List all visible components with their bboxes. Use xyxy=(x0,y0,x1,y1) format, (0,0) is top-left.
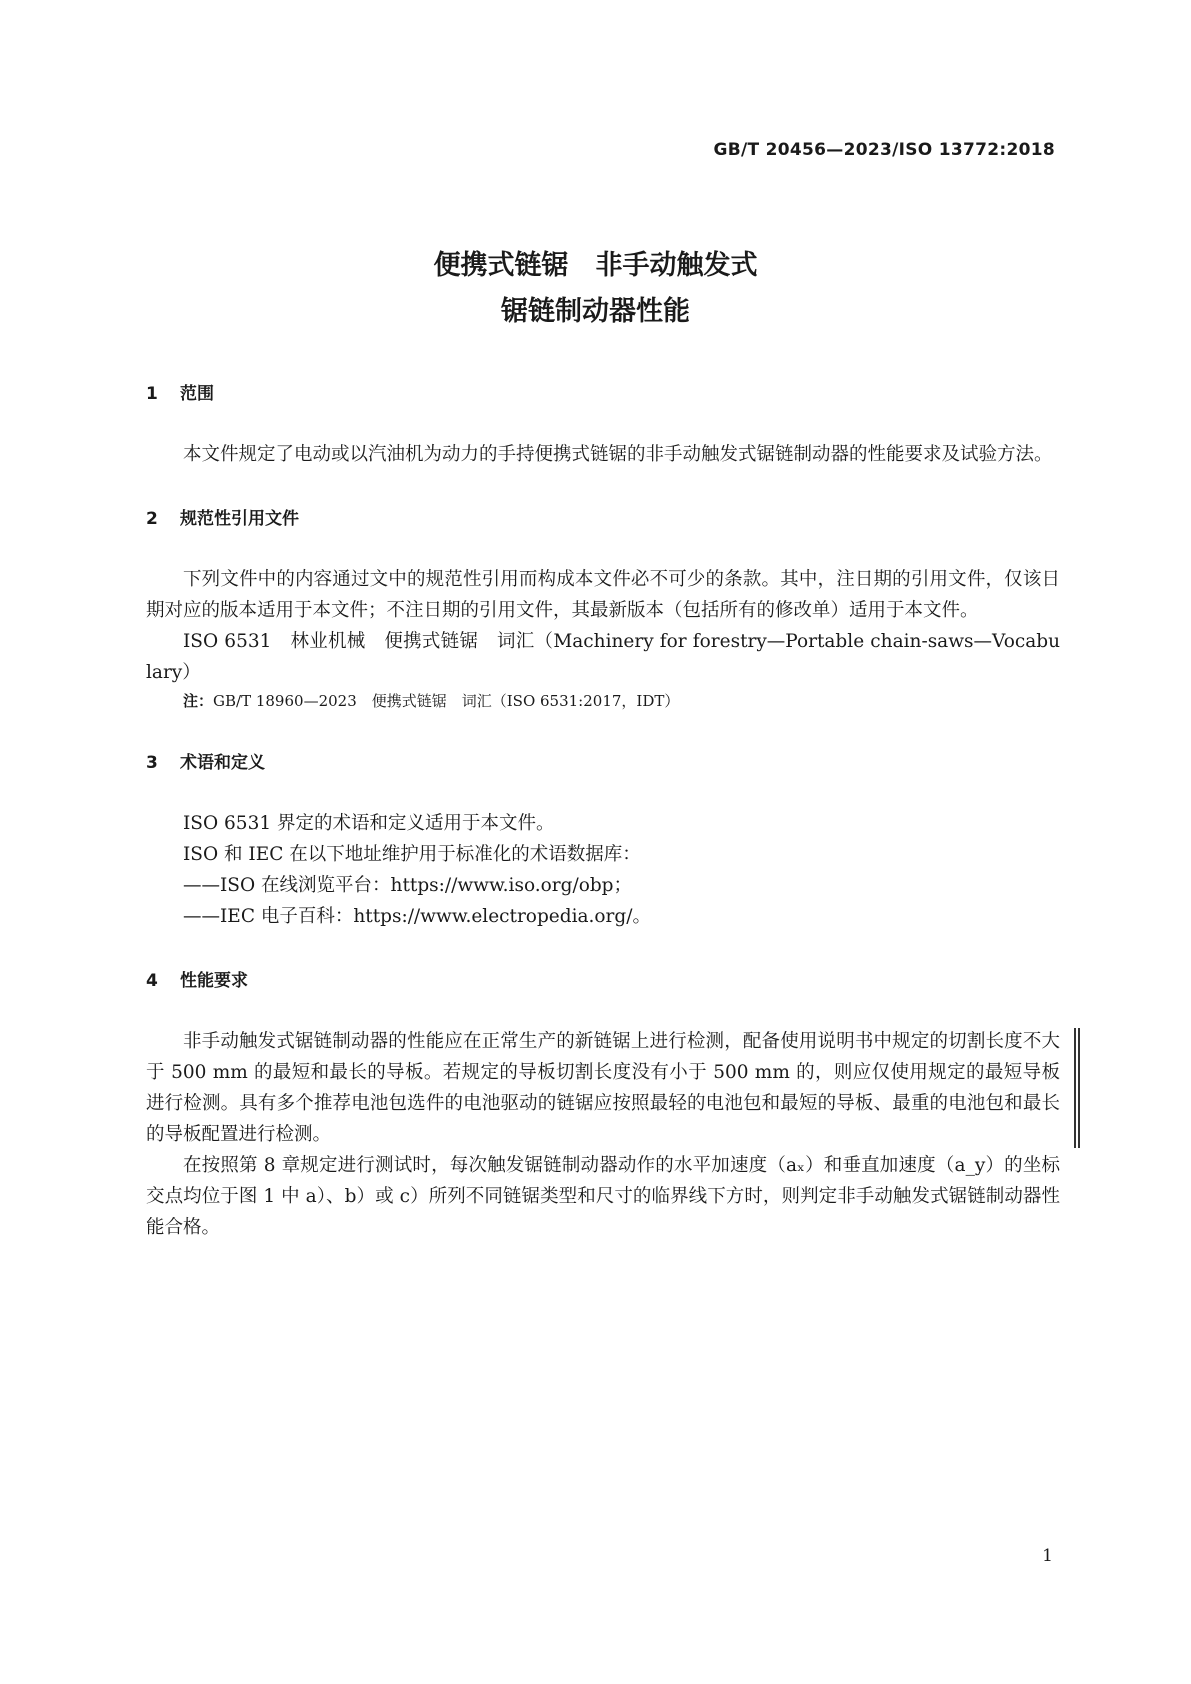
iec-electropedia-link: ——IEC 电子百科：https://www.electropedia.org/。 xyxy=(183,906,651,927)
section-number: 4 xyxy=(146,971,158,991)
document-body xyxy=(146,382,1060,1243)
section-4-paragraph-2: 在按照第 8 章规定进行测试时，每次触发锯链制动器动作的水平加速度（aₓ）和垂直加速度（a_y）的坐标交点均位于图 1 中 a）、b）或 c）所列不同链锯类型和尺寸的临界线下方时，则判定非手动触发式锯链制动器性能合格。 xyxy=(146,1155,1060,1238)
change-bar-marker xyxy=(1074,1028,1080,1148)
section-number: 2 xyxy=(146,509,158,529)
section-number: 1 xyxy=(146,384,158,404)
note-text: GB/T 18960—2023 便携式链锯 词汇（ISO 6531:2017，IDT） xyxy=(213,692,680,710)
section-4-paragraph-1: 非手动触发式锯链制动器的性能应在正常生产的新链锯上进行检测，配备使用说明书中规定的切割长度不大于 500 mm 的最短和最长的导板。若规定的导板切割长度没有小于 500 mm 的，则应仅使用规定的最短导板进行检测。具有多个推荐电池包选件的电池驱动的链锯应按照最轻的电池包和最短的导板、最重的电池包和最长的导板配置进行检测。 xyxy=(146,1031,1060,1145)
page-number: 1 xyxy=(1042,1546,1053,1566)
reference-note xyxy=(146,688,1060,714)
section-4-heading xyxy=(146,969,1060,993)
section-2-heading xyxy=(146,507,1060,531)
standard-id: GB/T 20456—2023/ISO 13772:2018 xyxy=(713,140,1055,160)
section-2-paragraph: 下列文件中的内容通过文中的规范性引用而构成本文件必不可少的条款。其中，注日期的引用文件，仅该日期对应的版本适用于本文件；不注日期的引用文件，其最新版本（包括所有的修改单）适用于本文件。 xyxy=(146,569,1060,621)
title-line-2: 锯链制动器性能 xyxy=(501,296,690,327)
title-line-1: 便携式链锯 非手动触发式 xyxy=(433,250,758,281)
changed-paragraph xyxy=(146,1026,1060,1150)
section-title: 范围 xyxy=(180,384,214,404)
section-title: 规范性引用文件 xyxy=(180,509,299,529)
section-3-heading xyxy=(146,751,1060,775)
iso-obp-link: ——ISO 在线浏览平台：https://www.iso.org/obp； xyxy=(183,875,633,896)
section-number: 3 xyxy=(146,753,158,773)
section-title: 性能要求 xyxy=(180,971,248,991)
terms-line-2: ISO 和 IEC 在以下地址维护用于标准化的术语数据库： xyxy=(183,844,641,865)
note-label: 注： xyxy=(183,692,214,710)
section-title: 术语和定义 xyxy=(180,753,265,773)
section-1-heading xyxy=(146,382,1060,406)
document-title xyxy=(0,243,1191,335)
terms-line-1: ISO 6531 界定的术语和定义适用于本文件。 xyxy=(183,813,555,834)
normative-reference: ISO 6531 林业机械 便携式链锯 词汇（Machinery for forestry—Portable chain-saws—Vocabulary） xyxy=(146,631,1060,683)
section-1-paragraph: 本文件规定了电动或以汽油机为动力的手持便携式链锯的非手动触发式锯链制动器的性能要求及试验方法。 xyxy=(183,444,1053,465)
